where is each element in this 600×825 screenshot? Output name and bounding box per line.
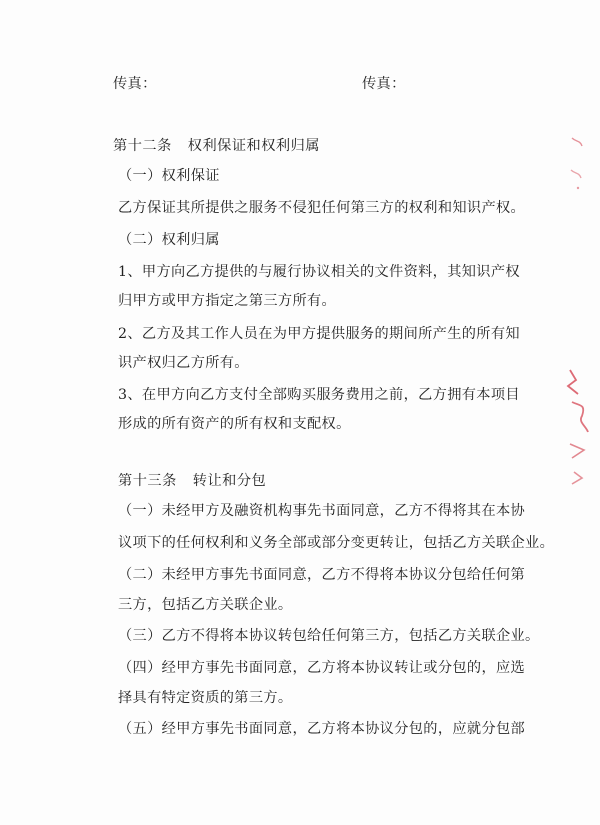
seal-fragment-top — [566, 130, 588, 200]
article-12-item3-line1: 3、在甲方向乙方支付全部购买服务费用之前，乙方拥有本项目 — [118, 387, 520, 403]
article-13-p5-line1: （五）经甲方事先书面同意，乙方将本协议分包的，应就分包部 — [118, 721, 526, 737]
article-12-number: 第十二条 — [113, 138, 172, 154]
article-12-sub1-text: 乙方保证其所提供之服务不侵犯任何第三方的权利和知识产权。 — [118, 200, 526, 216]
seal-fragment-middle — [560, 360, 595, 490]
article-12-sub1-label: （一）权利保证 — [118, 168, 220, 184]
article-12-item2-line1: 2、乙方及其工作人员在为甲方提供服务的期间所产生的所有知 — [118, 326, 520, 342]
article-13-p4-line2: 择具有特定资质的第三方。 — [118, 690, 293, 706]
article-12-sub2-label: （二）权利归属 — [118, 232, 220, 248]
article-12-item2-line2: 识产权归乙方所有。 — [118, 355, 249, 371]
article-13-p1-line2: 议项下的任何权利和义务全部或部分变更转让，包括乙方关联企业。 — [118, 535, 555, 551]
fax-label-left: 传真： — [113, 76, 157, 92]
article-12-heading — [113, 137, 320, 155]
article-13-p2-line1: （二）未经甲方事先书面同意，乙方不得将本协议分包给任何第 — [118, 567, 526, 583]
article-13-number: 第十三条 — [118, 473, 177, 489]
article-12-item3-line2: 形成的所有资产的所有权和支配权。 — [118, 416, 351, 432]
fax-label-right: 传真： — [362, 76, 406, 92]
article-12-item1-line2: 归甲方或甲方指定之第三方所有。 — [118, 293, 337, 309]
article-13-p1-line1: （一）未经甲方及融资机构事先书面同意，乙方不得将其在本协 — [118, 503, 526, 519]
article-12-title: 权利保证和权利归属 — [187, 138, 320, 154]
article-13-p2-line2: 三方，包括乙方关联企业。 — [118, 597, 293, 613]
article-13-heading — [118, 472, 266, 490]
article-12-item1-line1: 1、甲方向乙方提供的与履行协议相关的文件资料，其知识产权 — [118, 264, 520, 280]
article-13-p4-line1: （四）经甲方事先书面同意，乙方将本协议转让或分包的，应选 — [118, 660, 526, 676]
article-13-p3-line1: （三）乙方不得将本协议转包给任何第三方，包括乙方关联企业。 — [118, 628, 540, 644]
article-13-title: 转让和分包 — [192, 473, 267, 489]
